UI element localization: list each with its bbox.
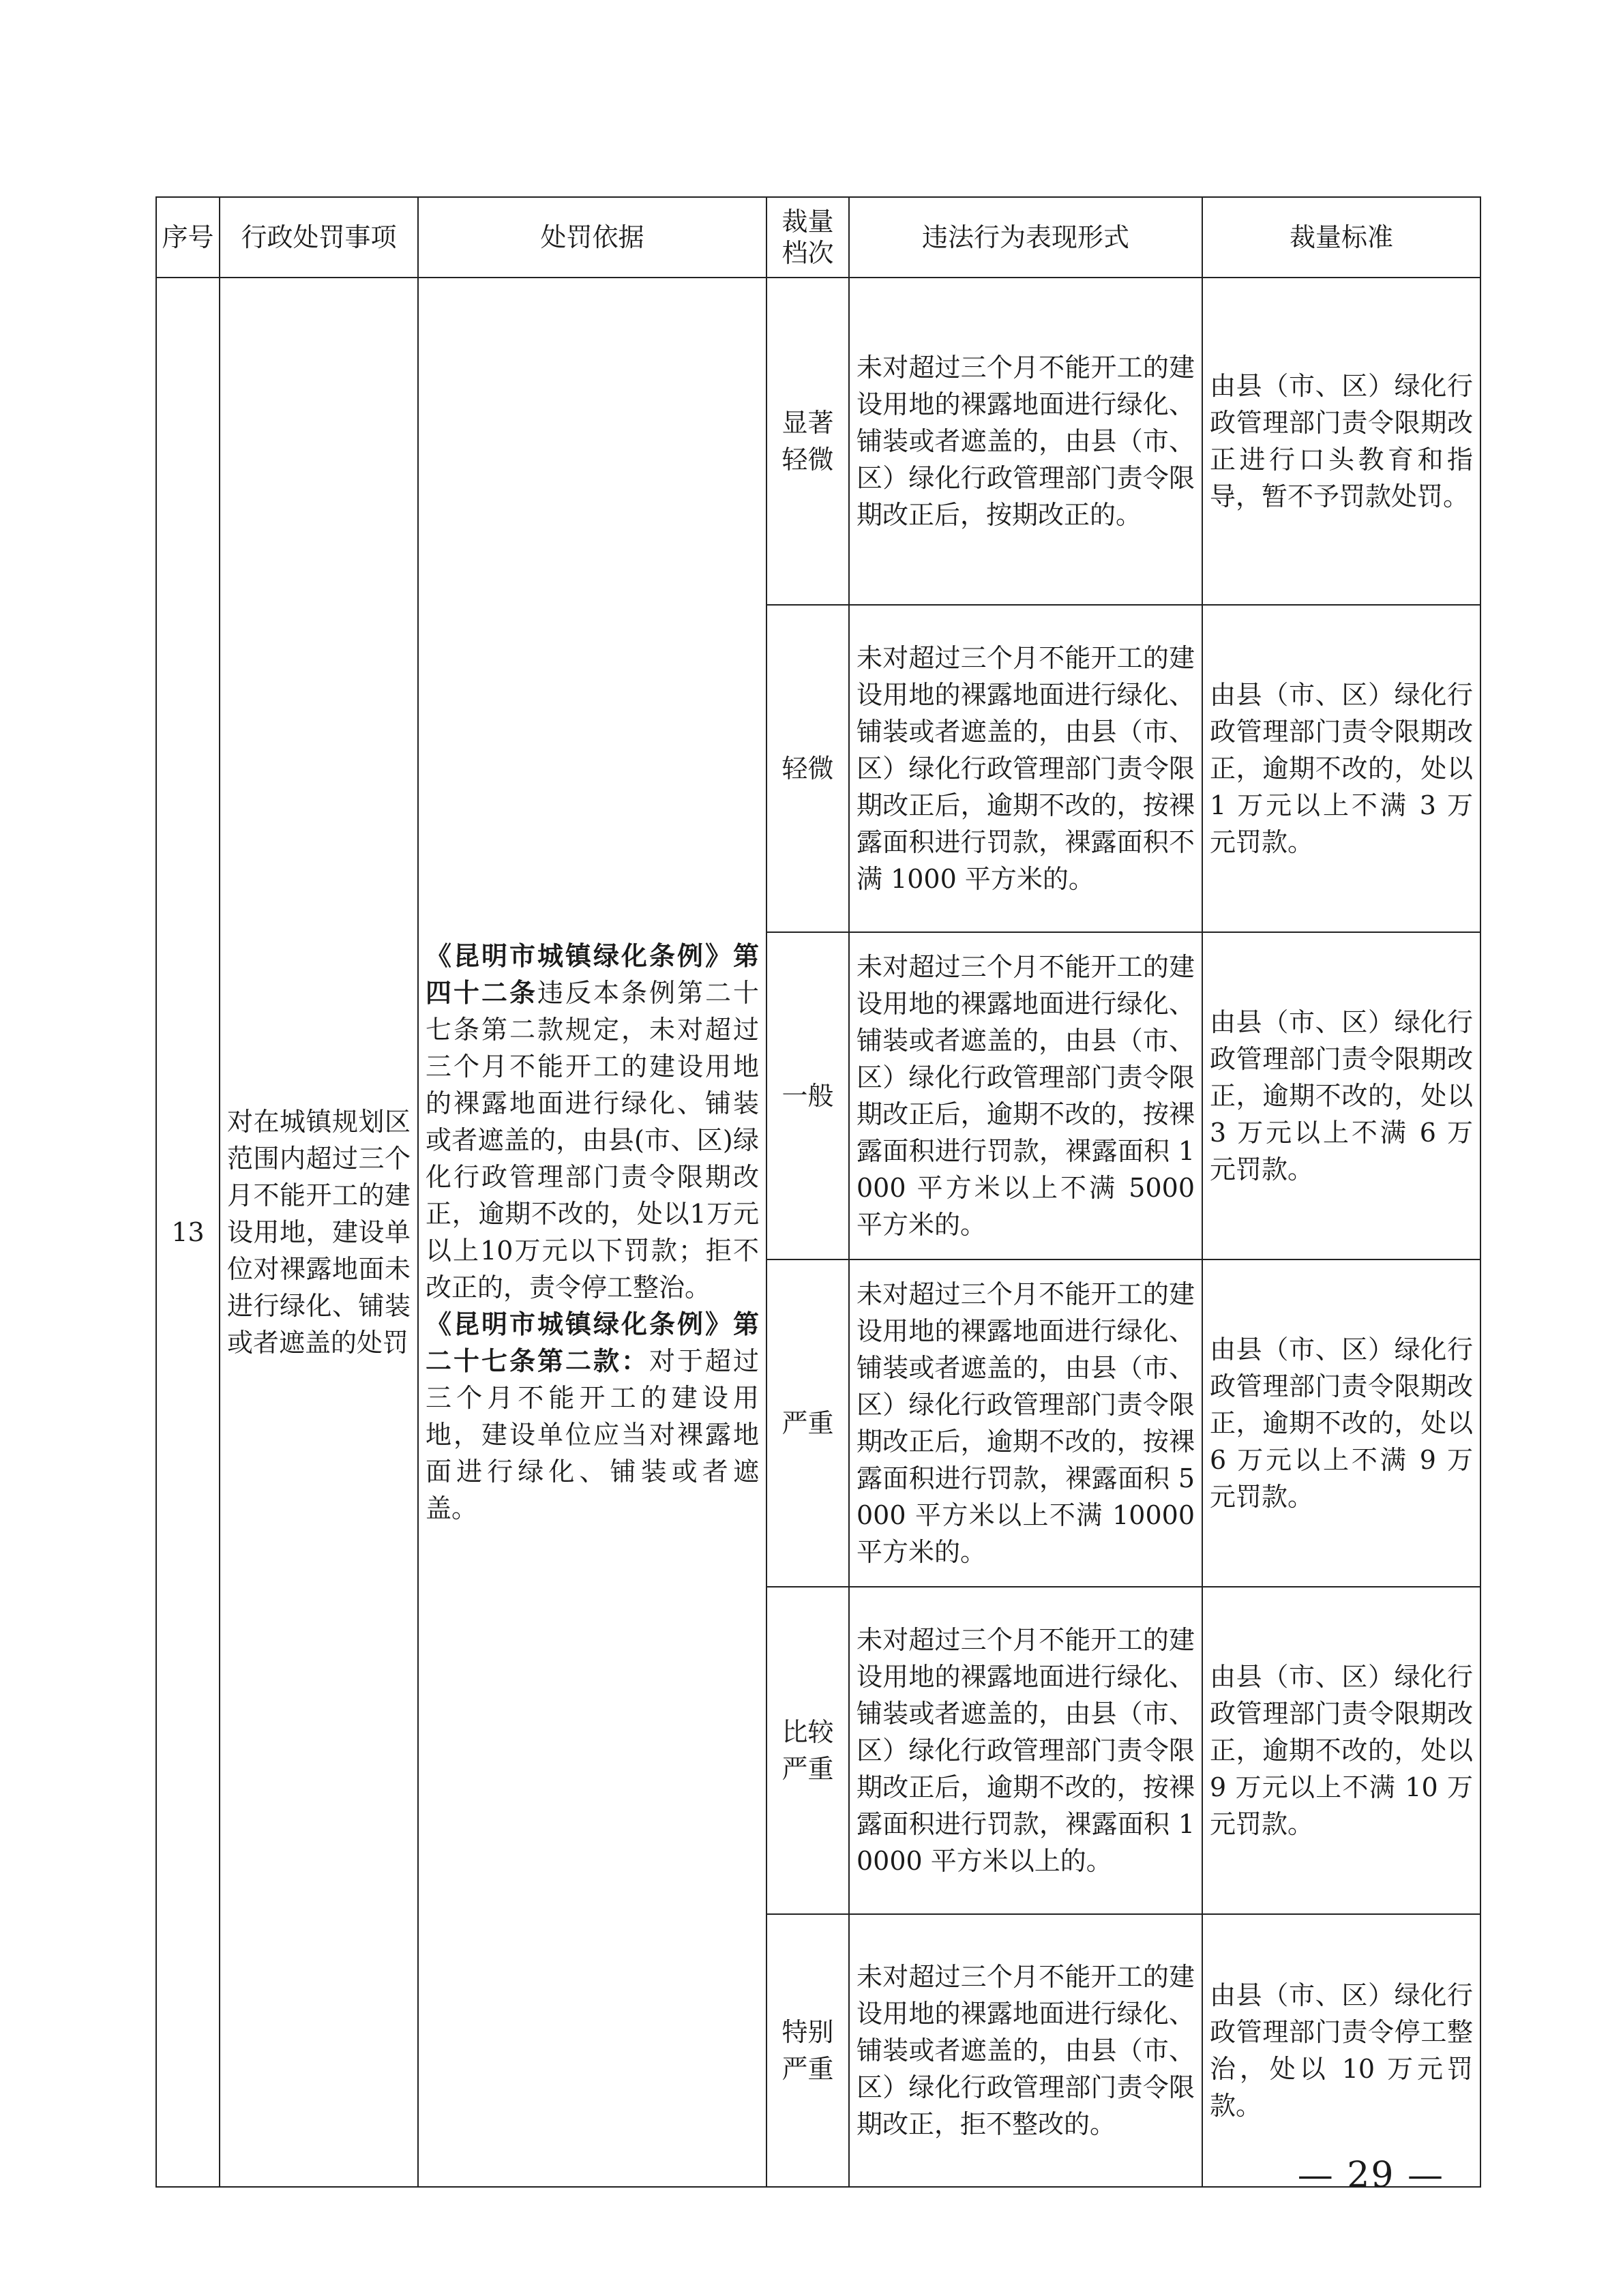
level-cell: 轻微 [766, 605, 849, 932]
level-cell: 严重 [766, 1259, 849, 1587]
header-basis: 处罚依据 [418, 197, 766, 278]
level-cell: 一般 [766, 932, 849, 1259]
header-level: 裁量档次 [766, 197, 849, 278]
header-form: 违法行为表现形式 [849, 197, 1202, 278]
violation-form-cell: 未对超过三个月不能开工的建设用地的裸露地面进行绿化、铺装或者遮盖的，由县（市、区）绿化行政管理部门责令限期改正后，逾期不改的，按裸露面积进行罚款，裸露面积 1000 平方米以上不满 5000 平方米的。 [849, 932, 1202, 1259]
violation-form-cell: 未对超过三个月不能开工的建设用地的裸露地面进行绿化、铺装或者遮盖的，由县（市、区）绿化行政管理部门责令限期改正，拒不整改的。 [849, 1914, 1202, 2187]
violation-form-cell: 未对超过三个月不能开工的建设用地的裸露地面进行绿化、铺装或者遮盖的，由县（市、区）绿化行政管理部门责令限期改正后，逾期不改的，按裸露面积进行罚款，裸露面积不满 1000 平方米的。 [849, 605, 1202, 932]
standard-cell: 由县（市、区）绿化行政管理部门责令限期改正，逾期不改的，处以 3 万元以上不满 6 万元罚款。 [1202, 932, 1480, 1259]
basis-article-42-text: 违反本条例第二十七条第二款规定，未对超过三个月不能开工的建设用地的裸露地面进行绿化、铺装或者遮盖的，由县(市、区)绿化行政管理部门责令限期改正，逾期不改的，处以1万元以上10万元以下罚款；拒不改正的，责令停工整治。 [426, 978, 759, 1302]
level-cell: 比较严重 [766, 1587, 849, 1914]
basis-article-42-title: 《昆明市城镇绿化条例》第四十二条 [426, 941, 759, 1008]
basis-article-27-text: 对于超过三个月不能开工的建设用地，建设单位应当对裸露地面进行绿化、铺装或者遮盖。 [426, 1346, 759, 1523]
discretion-standard-table [155, 196, 1481, 2188]
level-cell: 显著轻微 [766, 278, 849, 605]
standard-cell: 由县（市、区）绿化行政管理部门责令限期改正，逾期不改的，处以 9 万元以上不满 10 万元罚款。 [1202, 1587, 1480, 1914]
level-cell: 特别严重 [766, 1914, 849, 2187]
page-number: — 29 — [1297, 2155, 1444, 2196]
violation-form-cell: 未对超过三个月不能开工的建设用地的裸露地面进行绿化、铺装或者遮盖的，由县（市、区）绿化行政管理部门责令限期改正后，逾期不改的，按裸露面积进行罚款，裸露面积 10000 平方米以上的。 [849, 1587, 1202, 1914]
table-header-row [156, 197, 1480, 278]
standard-cell: 由县（市、区）绿化行政管理部门责令限期改正进行口头教育和指导，暂不予罚款处罚。 [1202, 278, 1480, 605]
penalty-basis-cell [418, 278, 766, 2187]
header-item: 行政处罚事项 [220, 197, 418, 278]
standard-cell: 由县（市、区）绿化行政管理部门责令限期改正，逾期不改的，处以 6 万元以上不满 9 万元罚款。 [1202, 1259, 1480, 1587]
table-row [156, 278, 1480, 605]
violation-form-cell: 未对超过三个月不能开工的建设用地的裸露地面进行绿化、铺装或者遮盖的，由县（市、区）绿化行政管理部门责令限期改正后，逾期不改的，按裸露面积进行罚款，裸露面积 5000 平方米以上不满 10000 平方米的。 [849, 1259, 1202, 1587]
violation-form-cell: 未对超过三个月不能开工的建设用地的裸露地面进行绿化、铺装或者遮盖的，由县（市、区）绿化行政管理部门责令限期改正后，按期改正的。 [849, 278, 1202, 605]
seq-cell: 13 [156, 278, 220, 2187]
header-seq: 序号 [156, 197, 220, 278]
standard-cell: 由县（市、区）绿化行政管理部门责令停工整治，处以 10 万元罚款。 [1202, 1914, 1480, 2187]
standard-cell: 由县（市、区）绿化行政管理部门责令限期改正，逾期不改的，处以 1 万元以上不满 3 万元罚款。 [1202, 605, 1480, 932]
basis-article-27-title: 《昆明市城镇绿化条例》第二十七条第二款： [426, 1309, 759, 1376]
penalty-item-cell: 对在城镇规划区范围内超过三个月不能开工的建设用地，建设单位对裸露地面未进行绿化、铺装或者遮盖的处罚 [220, 278, 418, 2187]
header-standard: 裁量标准 [1202, 197, 1480, 278]
